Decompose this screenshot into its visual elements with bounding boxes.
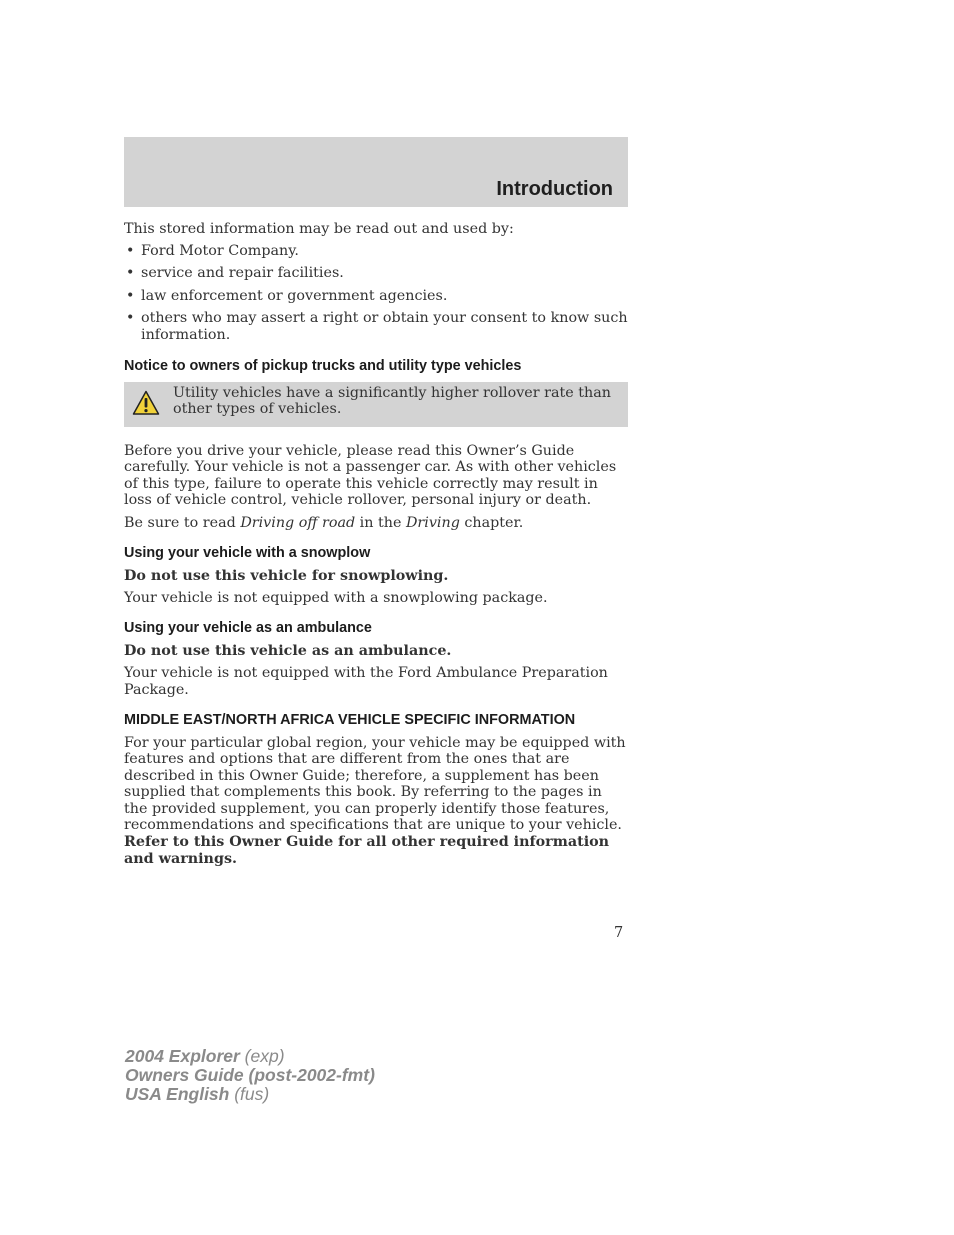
mena-text — [124, 735, 628, 868]
page-content — [124, 221, 628, 867]
snowplow-heading: Using your vehicle with a snowplow — [124, 544, 371, 561]
document-footer — [125, 1047, 375, 1104]
section-header-band — [124, 137, 628, 207]
driving-reference-paragraph — [124, 515, 628, 532]
mena-heading: MIDDLE EAST/NORTH AFRICA VEHICLE SPECIFIC INFORMATION — [124, 711, 576, 728]
ambulance-text: Your vehicle is not equipped with the Ford Ambulance Preparation Package. — [124, 665, 608, 698]
footer-line-language — [125, 1085, 375, 1104]
footer-line-guide — [125, 1066, 375, 1085]
warning-box — [124, 382, 628, 427]
snowplow-text: Your vehicle is not equipped with a snowplowing package. — [124, 590, 548, 607]
bullet-list — [124, 243, 628, 344]
text-span: Owners Guide (post-2002-fmt) — [125, 1065, 375, 1085]
list-item: • law enforcement or government agencies. — [124, 288, 628, 305]
footer-line-model — [125, 1047, 375, 1066]
ambulance-heading: Using your vehicle as an ambulance — [124, 619, 372, 636]
notice-paragraph: Before you drive your vehicle, please read this Owner’s Guide carefully. Your vehicle is not a passenger car. As with other vehicles of this type, failure to operate this vehicle correctly may result in loss of vehicle control, vehicle rollover, personal injury or death. — [124, 442, 617, 509]
warning-text: Utility vehicles have a significantly higher rollover rate than other types of vehicles. — [173, 384, 611, 418]
text-span: in the — [355, 514, 406, 531]
driving-off-road-reference: Driving off road — [240, 514, 356, 531]
mena-bold-text: Refer to this Owner Guide for all other required information and warnings. — [124, 834, 610, 867]
warning-triangle-icon — [132, 390, 160, 416]
snowplow-warning: Do not use this vehicle for snowplowing. — [124, 567, 449, 584]
list-item: • Ford Motor Company. — [124, 243, 628, 260]
list-item: • service and repair facilities. — [124, 265, 628, 282]
driving-chapter-reference: Driving — [405, 514, 460, 531]
ambulance-warning: Do not use this vehicle as an ambulance. — [124, 642, 452, 659]
page-number: 7 — [614, 925, 624, 941]
text-span: chapter. — [459, 514, 524, 531]
text-span: USA English — [125, 1084, 230, 1104]
list-item: • others who may assert a right or obtain your consent to know such information. — [124, 310, 628, 343]
notice-heading: Notice to owners of pickup trucks and utility type vehicles — [124, 357, 522, 374]
text-span: (exp) — [239, 1046, 285, 1066]
section-title: Introduction — [496, 178, 613, 200]
text-span: Be sure to read — [124, 514, 241, 531]
text-span: 2004 Explorer — [125, 1046, 240, 1066]
intro-text: This stored information may be read out and used by: — [124, 221, 514, 237]
text-span: (fus) — [229, 1084, 270, 1104]
text-span: For your particular global region, your vehicle may be equipped with features and options that are different from the ones that are described in this Owner Guide; therefore, a supplement has been supplied that complements this book. By referring to the pages in the provided supplement, you can properly identify those features, recommendations and specifications that are unique to your vehicle. — [124, 734, 626, 834]
